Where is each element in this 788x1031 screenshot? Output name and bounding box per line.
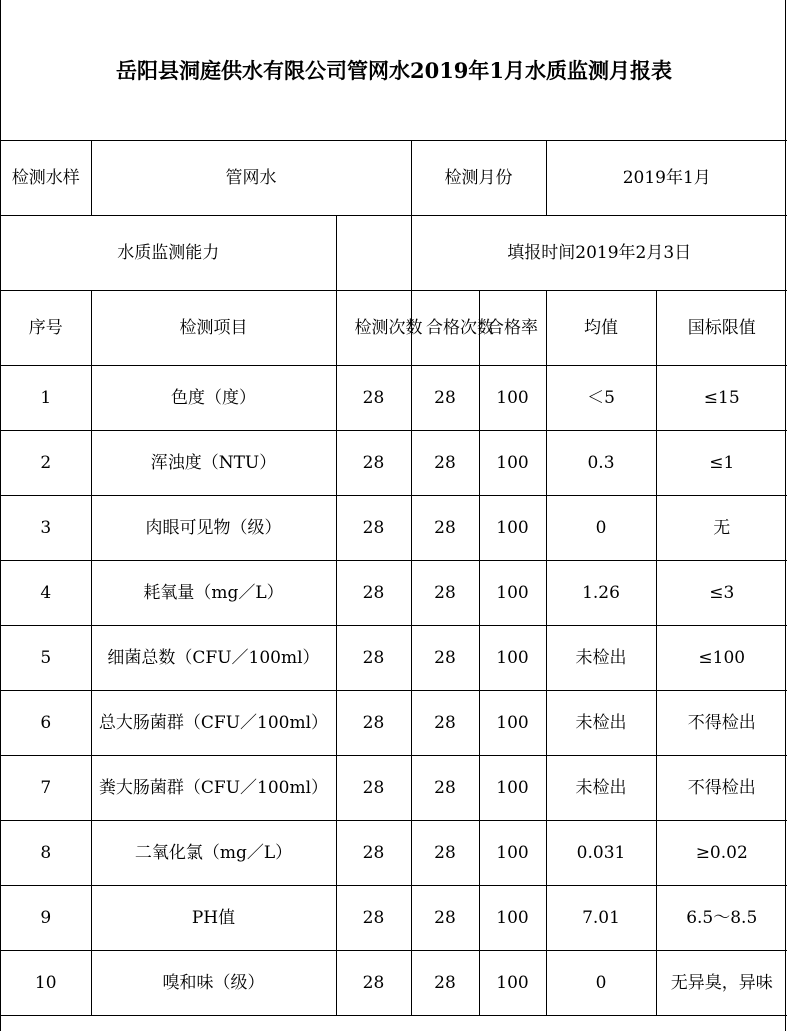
table-row (1, 821, 787, 886)
row-limit: ≤15 (656, 366, 787, 431)
row-mean: ＜5 (546, 366, 656, 431)
row-pass: 28 (411, 951, 479, 1016)
row-limit: 不得检出 (656, 691, 787, 756)
row-no: 1 (1, 366, 91, 431)
row-mean: 未检出 (546, 626, 656, 691)
row-no: 9 (1, 886, 91, 951)
row-mean: 7.01 (546, 886, 656, 951)
row-rate: 100 (479, 886, 546, 951)
row-count: 28 (336, 431, 411, 496)
row-limit: 无异臭，异味 (656, 951, 787, 1016)
table-row (1, 951, 787, 1016)
col-header-pass-text: 合格次数 (426, 317, 494, 338)
row-pass: 28 (411, 691, 479, 756)
row-count: 28 (336, 691, 411, 756)
row-pass: 28 (411, 626, 479, 691)
row-item: 总大肠菌群（CFU／100ml） (91, 691, 336, 756)
row-item: 肉眼可见物（级） (91, 496, 336, 561)
row-mean: 未检出 (546, 756, 656, 821)
sample-label: 检测水样 (1, 141, 91, 216)
row-no: 4 (1, 561, 91, 626)
report-title: 岳阳县洞庭供水有限公司管网水2019年1月水质监测月报表 (115, 58, 673, 83)
row-mean: 0.3 (546, 431, 656, 496)
row-pass: 28 (411, 886, 479, 951)
row-rate: 100 (479, 691, 546, 756)
table-row (1, 626, 787, 691)
table-row (1, 756, 787, 821)
row-no: 10 (1, 951, 91, 1016)
row-mean: 0 (546, 496, 656, 561)
row-pass: 28 (411, 496, 479, 561)
row-count: 28 (336, 496, 411, 561)
row-pass: 28 (411, 366, 479, 431)
quality-table (1, 140, 787, 1016)
row-limit: 无 (656, 496, 787, 561)
fill-time: 填报时间2019年2月3日 (411, 216, 787, 291)
row-item: 浑浊度（NTU） (91, 431, 336, 496)
row-limit: ≤3 (656, 561, 787, 626)
row-item: PH值 (91, 886, 336, 951)
table-row (1, 561, 787, 626)
capability-label: 水质监测能力 (1, 216, 336, 291)
row-limit: 6.5～8.5 (656, 886, 787, 951)
row-rate: 100 (479, 431, 546, 496)
row-pass: 28 (411, 561, 479, 626)
row-limit: 不得检出 (656, 756, 787, 821)
capability-value (336, 216, 411, 291)
row-rate: 100 (479, 496, 546, 561)
row-no: 3 (1, 496, 91, 561)
row-mean: 0.031 (546, 821, 656, 886)
col-header-no: 序号 (1, 291, 91, 366)
month-label: 检测月份 (411, 141, 546, 216)
row-no: 8 (1, 821, 91, 886)
row-count: 28 (336, 821, 411, 886)
row-item: 色度（度） (91, 366, 336, 431)
row-count: 28 (336, 561, 411, 626)
row-mean: 1.26 (546, 561, 656, 626)
row-rate: 100 (479, 561, 546, 626)
row-count: 28 (336, 626, 411, 691)
table-row (1, 431, 787, 496)
row-rate: 100 (479, 756, 546, 821)
table-row (1, 691, 787, 756)
col-header-item: 检测项目 (91, 291, 336, 366)
row-no: 2 (1, 431, 91, 496)
table-row (1, 366, 787, 431)
row-item: 耗氧量（mg／L） (91, 561, 336, 626)
month-value: 2019年1月 (546, 141, 787, 216)
col-header-rate: 合格率 (479, 291, 546, 366)
row-rate: 100 (479, 951, 546, 1016)
table-row (1, 496, 787, 561)
col-header-count-text: 检测次数 (354, 317, 423, 338)
sample-value: 管网水 (91, 141, 411, 216)
row-limit: ≥0.02 (656, 821, 787, 886)
row-count: 28 (336, 366, 411, 431)
col-header-limit: 国标限值 (656, 291, 787, 366)
row-item: 粪大肠菌群（CFU／100ml） (91, 756, 336, 821)
row-no: 5 (1, 626, 91, 691)
row-no: 6 (1, 691, 91, 756)
row-limit: ≤1 (656, 431, 787, 496)
row-item: 嗅和味（级） (91, 951, 336, 1016)
row-pass: 28 (411, 821, 479, 886)
row-mean: 0 (546, 951, 656, 1016)
header-row (1, 291, 787, 366)
row-no: 7 (1, 756, 91, 821)
row-mean: 未检出 (546, 691, 656, 756)
row-limit: ≤100 (656, 626, 787, 691)
col-header-mean: 均值 (546, 291, 656, 366)
row-count: 28 (336, 756, 411, 821)
col-header-count (336, 291, 423, 366)
row-count: 28 (336, 886, 411, 951)
row-rate: 100 (479, 626, 546, 691)
row-pass: 28 (411, 756, 479, 821)
row-count: 28 (336, 951, 411, 1016)
row-pass: 28 (411, 431, 479, 496)
info-row-2 (1, 216, 787, 291)
row-rate: 100 (479, 366, 546, 431)
row-item: 二氧化氯（mg／L） (91, 821, 336, 886)
row-rate: 100 (479, 821, 546, 886)
table-row (1, 886, 787, 951)
info-row-1 (1, 141, 787, 216)
row-item: 细菌总数（CFU／100ml） (91, 626, 336, 691)
